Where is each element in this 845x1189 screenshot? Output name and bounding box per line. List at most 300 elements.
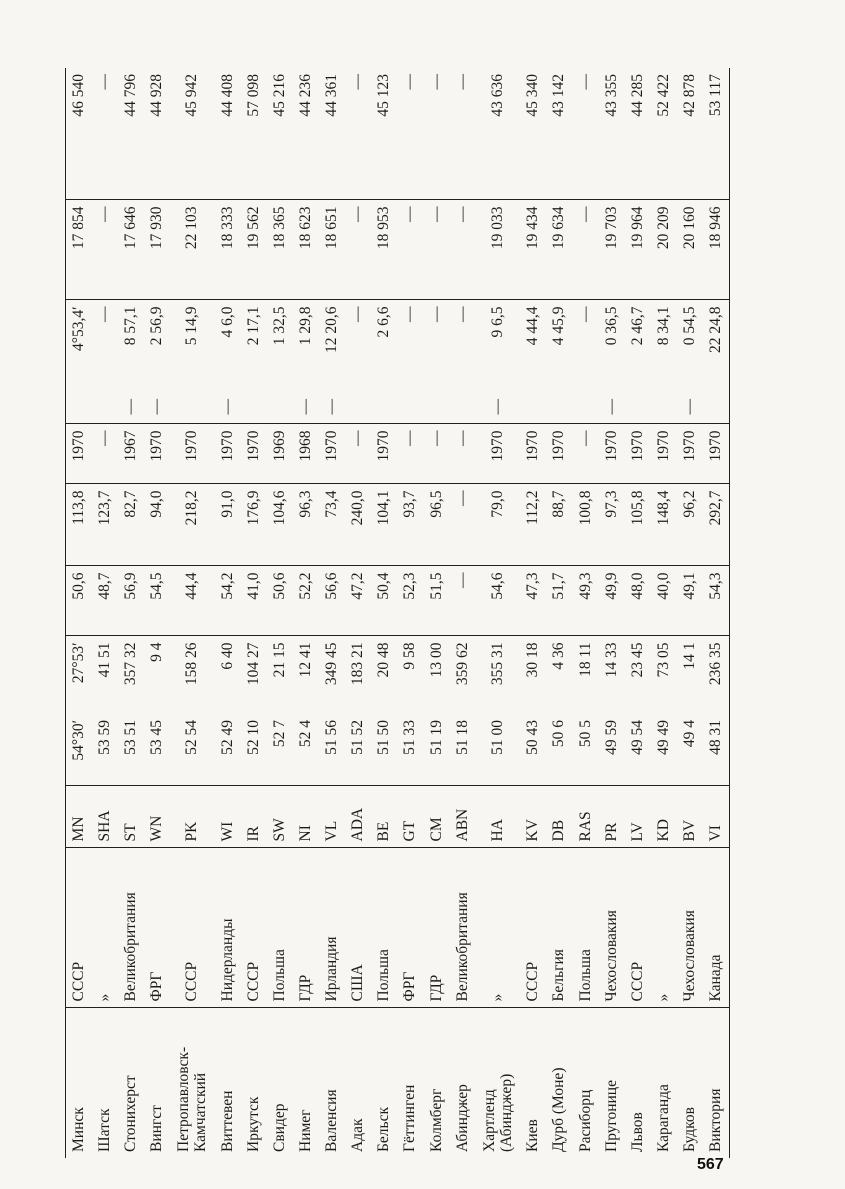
longitude-value: 236 35: [703, 636, 729, 714]
longitude-value: 13 00: [423, 636, 449, 714]
declination-sign: [241, 390, 267, 424]
horizontal-component-value: 19 703: [599, 200, 625, 300]
longitude-value: 355 31: [476, 636, 520, 714]
geomagnetic-longitude-value: 97,3: [599, 484, 625, 566]
vertical-component-value: 44 928: [147, 74, 165, 117]
table-row: [319, 68, 345, 1158]
geomagnetic-longitude-value: 240,0: [345, 484, 371, 566]
station-code: WN: [144, 786, 170, 848]
declination-sign: —: [121, 399, 139, 415]
declination-value: 8 34,1: [651, 300, 677, 390]
geomagnetic-latitude-value: 48,7: [92, 566, 118, 636]
country-name: ГДР: [293, 848, 319, 1008]
longitude-value: 158 26: [170, 636, 214, 714]
horizontal-component-value: 17 930: [144, 200, 170, 300]
country-name: СССР: [66, 848, 92, 1008]
declination-sign: [397, 390, 423, 424]
geomagnetic-latitude-value: 40,0: [651, 566, 677, 636]
station-code: BV: [677, 786, 703, 848]
latitude-value: 51 00: [488, 720, 506, 755]
table-row: [476, 68, 520, 1158]
table-row: [546, 68, 572, 1158]
geomagnetic-latitude-value: —: [450, 566, 476, 636]
declination-value: —: [450, 300, 476, 390]
longitude-value: 27°53′: [66, 636, 92, 714]
epoch-year: —: [345, 424, 371, 484]
latitude-value: 51 50: [375, 720, 393, 755]
horizontal-component-value: 19 434: [520, 200, 546, 300]
declination-value: 22 24,8: [703, 300, 729, 390]
vertical-component-value: —: [401, 74, 419, 90]
declination-sign: —: [681, 399, 699, 415]
country-name: Нидерланды: [214, 848, 240, 1008]
latitude-value: 53 45: [147, 720, 165, 755]
station-name: Гёттинген: [397, 1008, 423, 1158]
latitude-value: 50 43: [524, 720, 542, 755]
table-row: [677, 68, 703, 1158]
longitude-value: 183 21: [345, 636, 371, 714]
declination-value: 2 56,9: [144, 300, 170, 390]
declination-sign: —: [488, 399, 506, 415]
epoch-year: —: [397, 424, 423, 484]
table-row: [66, 68, 92, 1158]
country-name: Канада: [703, 848, 729, 1008]
horizontal-component-value: —: [397, 200, 423, 300]
declination-value: 5 14,9: [170, 300, 214, 390]
declination-value: —: [397, 300, 423, 390]
country-name: »: [651, 848, 677, 1008]
declination-sign: [546, 390, 572, 424]
epoch-year: 1970: [170, 424, 214, 484]
country-name: Чехословакия: [599, 848, 625, 1008]
latitude-value: 52 54: [183, 720, 201, 755]
geomagnetic-longitude-value: 94,0: [144, 484, 170, 566]
longitude-value: 30 18: [520, 636, 546, 714]
station-code: RAS: [572, 786, 598, 848]
table-row: [397, 68, 423, 1158]
declination-value: 1 29,8: [293, 300, 319, 390]
longitude-value: 12 41: [293, 636, 319, 714]
declination-sign: [345, 390, 371, 424]
table-row: [703, 68, 729, 1158]
country-name: СССР: [170, 848, 214, 1008]
table-row: [625, 68, 651, 1158]
horizontal-component-value: 18 651: [319, 200, 345, 300]
declination-value: 4 45,9: [546, 300, 572, 390]
vertical-component-value: 52 422: [654, 74, 672, 117]
declination-sign: [703, 390, 729, 424]
country-name: ФРГ: [397, 848, 423, 1008]
epoch-year: —: [92, 424, 118, 484]
vertical-component-value: —: [427, 74, 445, 90]
horizontal-component-value: 18 365: [267, 200, 293, 300]
station-code: MN: [66, 786, 92, 848]
longitude-value: 357 32: [118, 636, 144, 714]
table-row: [572, 68, 598, 1158]
latitude-value: 52 49: [218, 720, 236, 755]
station-name: Валенсия: [319, 1008, 345, 1158]
geomagnetic-longitude-value: 79,0: [476, 484, 520, 566]
declination-sign: —: [147, 399, 165, 415]
latitude-value: 54°30′: [66, 714, 92, 786]
latitude-value: 50 5: [576, 720, 594, 748]
horizontal-component-value: 19 964: [625, 200, 651, 300]
geomagnetic-latitude-value: 44,4: [170, 566, 214, 636]
station-name: Расиборц: [572, 1008, 598, 1158]
horizontal-component-value: 19 562: [241, 200, 267, 300]
rotated-table-container: [65, 68, 730, 1158]
declination-sign: [267, 390, 293, 424]
geomagnetic-longitude-value: 91,0: [214, 484, 240, 566]
country-name: Чехословакия: [677, 848, 703, 1008]
declination-sign: —: [218, 399, 236, 415]
horizontal-component-value: —: [450, 200, 476, 300]
station-code: SW: [267, 786, 293, 848]
station-code: HA: [476, 786, 520, 848]
vertical-component-value: 45 216: [270, 74, 288, 117]
vertical-component-value: 44 796: [121, 74, 139, 117]
vertical-component-value: 44 408: [218, 74, 236, 117]
longitude-value: 14 1: [677, 636, 703, 714]
epoch-year: 1969: [267, 424, 293, 484]
horizontal-component-value: —: [92, 200, 118, 300]
vertical-component-value: 43 142: [550, 74, 568, 117]
station-code: NI: [293, 786, 319, 848]
table-row: [144, 68, 170, 1158]
epoch-year: 1970: [241, 424, 267, 484]
declination-sign: [520, 390, 546, 424]
declination-value: 4 6,0: [214, 300, 240, 390]
horizontal-component-value: 20 209: [651, 200, 677, 300]
vertical-component-value: 57 098: [244, 74, 262, 117]
station-name: Пругонице: [599, 1008, 625, 1158]
declination-sign: [450, 390, 476, 424]
declination-sign: —: [602, 399, 620, 415]
latitude-value: 51 18: [453, 720, 471, 755]
geomagnetic-longitude-value: 112,2: [520, 484, 546, 566]
latitude-value: 52 4: [296, 720, 314, 748]
station-code: VL: [319, 786, 345, 848]
station-name: Свидер: [267, 1008, 293, 1158]
epoch-year: 1967: [118, 424, 144, 484]
vertical-component-value: 44 361: [323, 74, 341, 117]
declination-value: 2 46,7: [625, 300, 651, 390]
station-name: Виттевен: [214, 1008, 240, 1158]
declination-sign: [92, 390, 118, 424]
station-code: BE: [371, 786, 397, 848]
country-name: Польша: [371, 848, 397, 1008]
station-name: Петропавловск-Камчатский: [170, 1008, 214, 1158]
station-name: Вингст: [144, 1008, 170, 1158]
horizontal-component-value: 18 333: [214, 200, 240, 300]
declination-value: 4°53,4′: [66, 300, 92, 390]
longitude-value: 18 11: [572, 636, 598, 714]
declination-value: 2 6,6: [371, 300, 397, 390]
geomagnetic-latitude-value: 51,5: [423, 566, 449, 636]
table-row: [214, 68, 240, 1158]
country-name: СССР: [625, 848, 651, 1008]
geomagnetic-latitude-value: 52,2: [293, 566, 319, 636]
station-name: Адак: [345, 1008, 371, 1158]
station-code: GT: [397, 786, 423, 848]
longitude-value: 21 15: [267, 636, 293, 714]
station-name: Бельск: [371, 1008, 397, 1158]
epoch-year: 1970: [476, 424, 520, 484]
epoch-year: 1970: [520, 424, 546, 484]
table-row: [423, 68, 449, 1158]
longitude-value: 14 33: [599, 636, 625, 714]
horizontal-component-value: 20 160: [677, 200, 703, 300]
station-code: DB: [546, 786, 572, 848]
country-name: ФРГ: [144, 848, 170, 1008]
geomagnetic-latitude-value: 54,2: [214, 566, 240, 636]
geomagnetic-longitude-value: 82,7: [118, 484, 144, 566]
geomagnetic-latitude-value: 54,6: [476, 566, 520, 636]
station-code: PK: [170, 786, 214, 848]
epoch-year: —: [450, 424, 476, 484]
declination-sign: —: [296, 399, 314, 415]
vertical-component-value: 42 878: [681, 74, 699, 117]
country-name: США: [345, 848, 371, 1008]
country-name: »: [476, 848, 520, 1008]
geomagnetic-latitude-value: 47,3: [520, 566, 546, 636]
declination-sign: [170, 390, 214, 424]
geomagnetic-latitude-value: 51,7: [546, 566, 572, 636]
epoch-year: 1970: [214, 424, 240, 484]
epoch-year: 1968: [293, 424, 319, 484]
geomagnetic-latitude-value: 50,4: [371, 566, 397, 636]
table-row: [651, 68, 677, 1158]
declination-value: 2 17,1: [241, 300, 267, 390]
country-name: Ирландия: [319, 848, 345, 1008]
vertical-component-value: —: [95, 74, 113, 90]
geomagnetic-longitude-value: 93,7: [397, 484, 423, 566]
station-code: VI: [703, 786, 729, 848]
station-code: KV: [520, 786, 546, 848]
longitude-value: 6 40: [214, 636, 240, 714]
declination-sign: [423, 390, 449, 424]
epoch-year: —: [572, 424, 598, 484]
epoch-year: 1970: [677, 424, 703, 484]
horizontal-component-value: —: [572, 200, 598, 300]
station-name: Колмберг: [423, 1008, 449, 1158]
epoch-year: 1970: [144, 424, 170, 484]
geomagnetic-latitude-value: 48,0: [625, 566, 651, 636]
longitude-value: 23 45: [625, 636, 651, 714]
geomagnetic-longitude-value: 100,8: [572, 484, 598, 566]
geomagnetic-longitude-value: 176,9: [241, 484, 267, 566]
geomagnetic-longitude-value: 96,5: [423, 484, 449, 566]
station-code: CM: [423, 786, 449, 848]
declination-value: 1 32,5: [267, 300, 293, 390]
latitude-value: 51 56: [323, 720, 341, 755]
table-row: [241, 68, 267, 1158]
epoch-year: 1970: [546, 424, 572, 484]
declination-value: 8 57,1: [118, 300, 144, 390]
declination-value: —: [345, 300, 371, 390]
table-row: [345, 68, 371, 1158]
table-row: [267, 68, 293, 1158]
table-row: [520, 68, 546, 1158]
geomagnetic-longitude-value: 104,1: [371, 484, 397, 566]
station-code: KD: [651, 786, 677, 848]
horizontal-component-value: 19 033: [476, 200, 520, 300]
longitude-value: 20 48: [371, 636, 397, 714]
station-code: ADA: [345, 786, 371, 848]
vertical-component-value: 43 636: [488, 74, 506, 117]
vertical-component-value: 46 540: [66, 68, 92, 200]
horizontal-component-value: 22 103: [170, 200, 214, 300]
station-code: ABN: [450, 786, 476, 848]
station-name: Будков: [677, 1008, 703, 1158]
longitude-value: 4 36: [546, 636, 572, 714]
table-row: [371, 68, 397, 1158]
latitude-value: 50 6: [550, 720, 568, 748]
country-name: »: [92, 848, 118, 1008]
longitude-value: 359 62: [450, 636, 476, 714]
station-name: Абинджер: [450, 1008, 476, 1158]
page-number: 567: [697, 1156, 724, 1173]
table-row: [450, 68, 476, 1158]
declination-sign: [371, 390, 397, 424]
latitude-value: 49 49: [654, 720, 672, 755]
latitude-value: 49 54: [628, 720, 646, 755]
geomagnetic-latitude-value: 56,6: [319, 566, 345, 636]
declination-value: 0 54,5: [677, 300, 703, 390]
table-row: [92, 68, 118, 1158]
declination-value: 9 6,5: [476, 300, 520, 390]
station-code: IR: [241, 786, 267, 848]
vertical-component-value: 44 285: [628, 74, 646, 117]
geomagnetic-longitude-value: 123,7: [92, 484, 118, 566]
table-row: [118, 68, 144, 1158]
latitude-value: 48 31: [703, 714, 729, 786]
horizontal-component-value: —: [345, 200, 371, 300]
longitude-value: 73 05: [651, 636, 677, 714]
geomagnetic-latitude-value: 52,3: [397, 566, 423, 636]
declination-sign: [651, 390, 677, 424]
station-name: Львов: [625, 1008, 651, 1158]
station-name: Виктория: [703, 1008, 729, 1158]
horizontal-component-value: 19 634: [546, 200, 572, 300]
vertical-component-value: 43 355: [602, 74, 620, 117]
epoch-year: 1970: [319, 424, 345, 484]
vertical-component-value: 45 942: [183, 74, 201, 117]
geomagnetic-latitude-value: 56,9: [118, 566, 144, 636]
station-name: Киев: [520, 1008, 546, 1158]
latitude-value: 51 52: [349, 720, 367, 755]
epoch-year: 1970: [625, 424, 651, 484]
station-code: WI: [214, 786, 240, 848]
epoch-year: 1970: [371, 424, 397, 484]
station-name: Иркутск: [241, 1008, 267, 1158]
vertical-component-value: 53 117: [703, 68, 729, 200]
horizontal-component-value: 17 646: [118, 200, 144, 300]
declination-value: —: [572, 300, 598, 390]
declination-sign: —: [323, 399, 341, 415]
latitude-value: 53 59: [95, 720, 113, 755]
latitude-value: 52 10: [244, 720, 262, 755]
longitude-value: 9 4: [144, 636, 170, 714]
station-name: Караганда: [651, 1008, 677, 1158]
country-name: Польша: [572, 848, 598, 1008]
latitude-value: 51 33: [401, 720, 419, 755]
declination-sign: [66, 390, 92, 424]
station-name: Шатск: [92, 1008, 118, 1158]
latitude-value: 53 51: [121, 720, 139, 755]
vertical-component-value: —: [453, 74, 471, 90]
geomagnetic-latitude-value: 50,6: [66, 566, 92, 636]
vertical-component-value: 45 123: [375, 74, 393, 117]
geomagnetic-latitude-value: 54,5: [144, 566, 170, 636]
country-name: СССР: [241, 848, 267, 1008]
longitude-value: 104 27: [241, 636, 267, 714]
geomagnetic-longitude-value: 96,3: [293, 484, 319, 566]
country-name: СССР: [520, 848, 546, 1008]
geomagnetic-latitude-value: 49,9: [599, 566, 625, 636]
latitude-value: 52 7: [270, 720, 288, 748]
geomagnetic-latitude-value: 41,0: [241, 566, 267, 636]
geomagnetic-latitude-value: 50,6: [267, 566, 293, 636]
geomagnetic-longitude-value: 73,4: [319, 484, 345, 566]
table-row: [293, 68, 319, 1158]
horizontal-component-value: —: [423, 200, 449, 300]
geomagnetic-longitude-value: 88,7: [546, 484, 572, 566]
station-name: Минск: [66, 1008, 92, 1158]
declination-sign: [572, 390, 598, 424]
epoch-year: —: [423, 424, 449, 484]
longitude-value: 41 51: [92, 636, 118, 714]
epoch-year: 1970: [66, 424, 92, 484]
station-code: SHA: [92, 786, 118, 848]
geomagnetic-longitude-value: 105,8: [625, 484, 651, 566]
epoch-year: 1970: [651, 424, 677, 484]
geomagnetic-latitude-value: 54,3: [703, 566, 729, 636]
horizontal-component-value: 18 623: [293, 200, 319, 300]
table-row: [599, 68, 625, 1158]
country-name: ГДР: [423, 848, 449, 1008]
observatory-table: [65, 68, 730, 1158]
latitude-value: 49 59: [602, 720, 620, 755]
geomagnetic-longitude-value: 96,2: [677, 484, 703, 566]
station-code: PR: [599, 786, 625, 848]
station-name: Стонихерст: [118, 1008, 144, 1158]
geomagnetic-longitude-value: 218,2: [170, 484, 214, 566]
epoch-year: 1970: [703, 424, 729, 484]
declination-value: 4 44,4: [520, 300, 546, 390]
horizontal-component-value: 18 953: [371, 200, 397, 300]
geomagnetic-latitude-value: 49,3: [572, 566, 598, 636]
geomagnetic-longitude-value: —: [450, 484, 476, 566]
country-name: Великобритания: [450, 848, 476, 1008]
geomagnetic-longitude-value: 148,4: [651, 484, 677, 566]
declination-value: —: [92, 300, 118, 390]
horizontal-component-value: 17 854: [66, 200, 92, 300]
vertical-component-value: —: [576, 74, 594, 90]
longitude-value: 9 58: [397, 636, 423, 714]
country-name: Великобритания: [118, 848, 144, 1008]
horizontal-component-value: 18 946: [703, 200, 729, 300]
station-code: LV: [625, 786, 651, 848]
station-name: Нимег: [293, 1008, 319, 1158]
geomagnetic-latitude-value: 47,2: [345, 566, 371, 636]
station-name: Хартленд (Абинджер): [476, 1008, 520, 1158]
longitude-value: 349 45: [319, 636, 345, 714]
geomagnetic-longitude-value: 104,6: [267, 484, 293, 566]
declination-value: —: [423, 300, 449, 390]
station-code: ST: [118, 786, 144, 848]
station-name: Дурб (Моне): [546, 1008, 572, 1158]
